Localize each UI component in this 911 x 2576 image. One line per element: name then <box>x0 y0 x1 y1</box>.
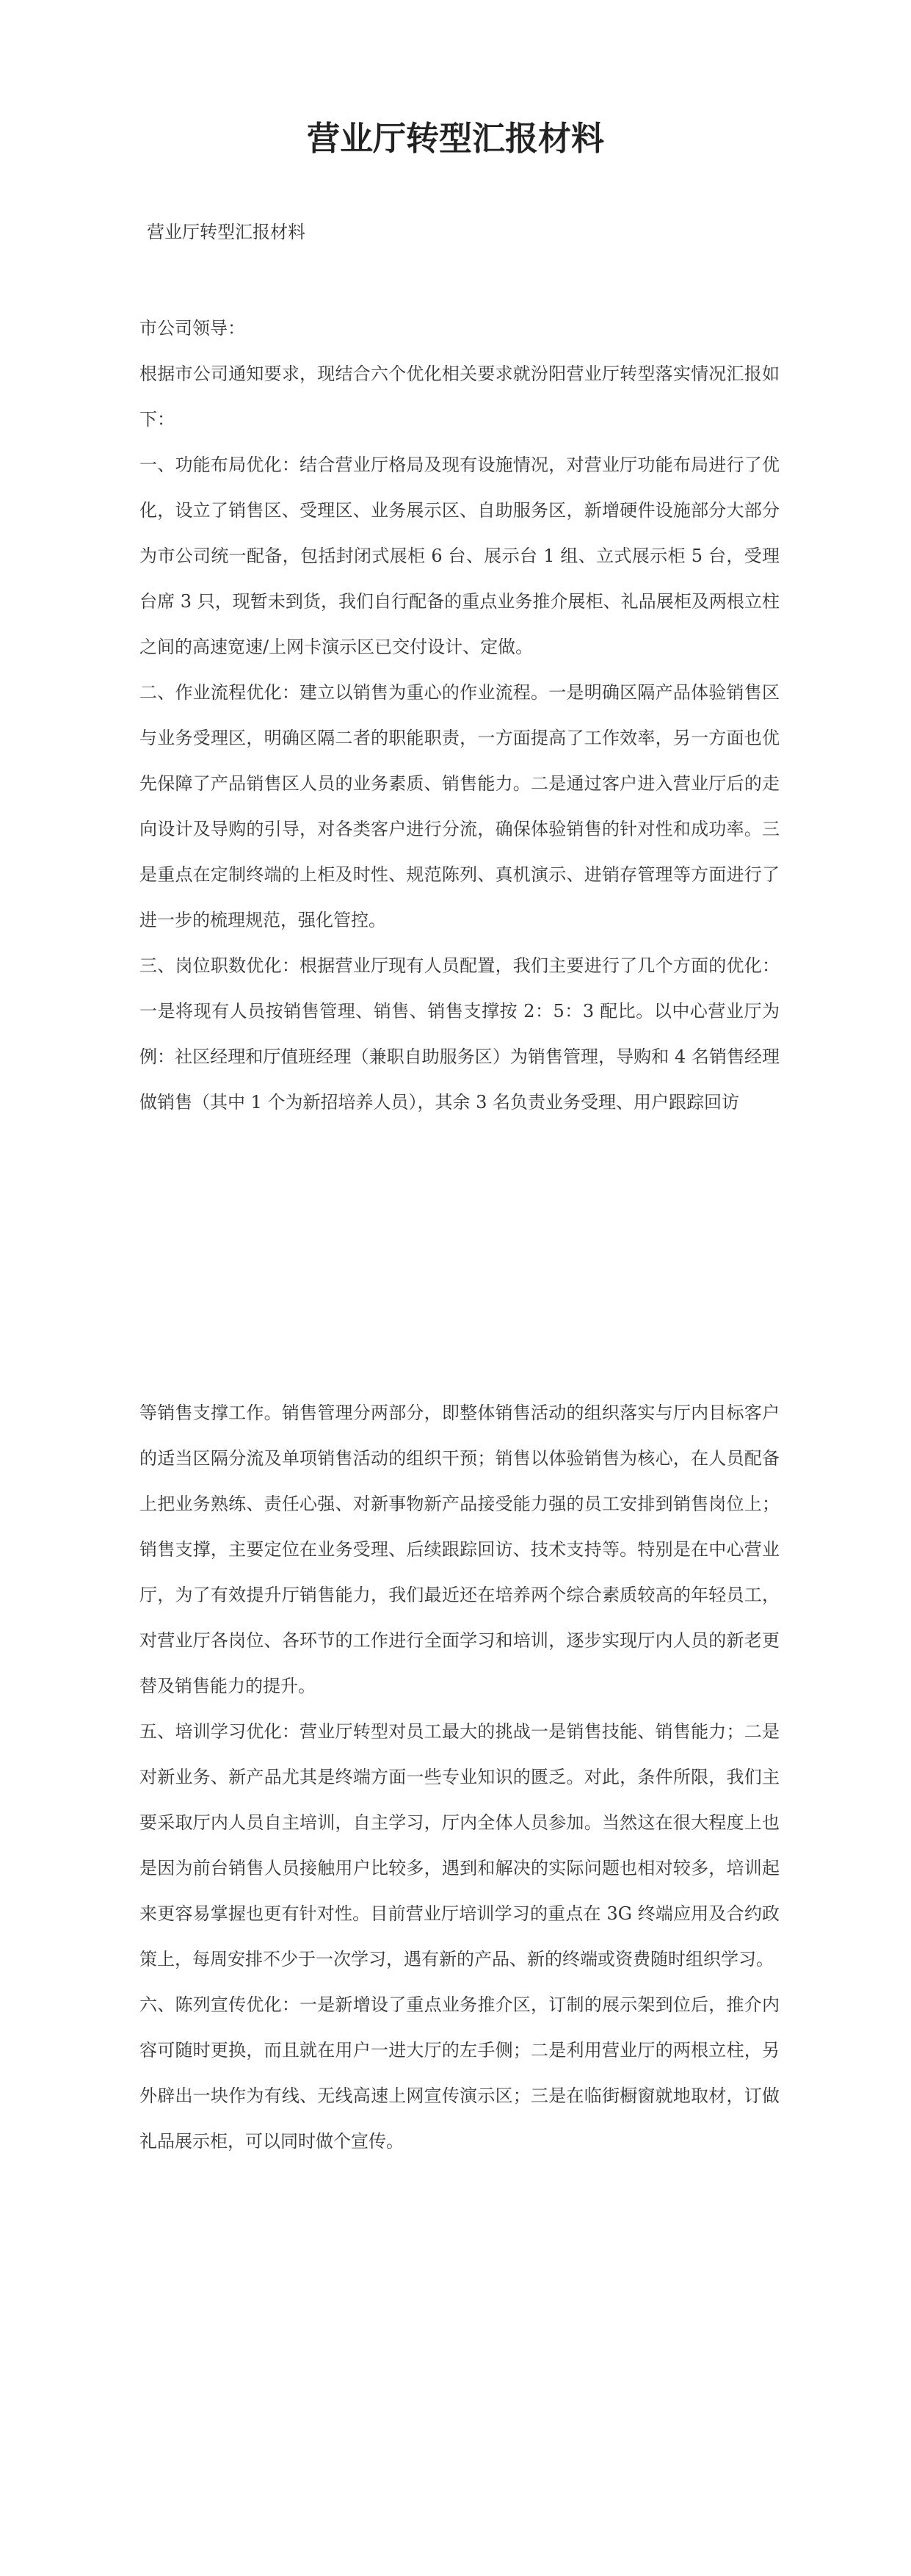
section-6-paragraph: 六、陈列宣传优化：一是新增设了重点业务推介区，订制的展示架到位后，推介内容可随时更换，而且就在用户一进大厅的左手侧；二是利用营业厅的两根立柱，另外辟出一块作为有线、无线高速上网宣传演示区；三是在临街橱窗就地取材，订做礼品展示柜，可以同时做个宣传。 <box>139 1994 780 2152</box>
salutation: 市公司领导： <box>139 318 245 339</box>
document-subtitle: 营业厅转型汇报材料 <box>147 222 305 242</box>
body-text-part-2 <box>139 1390 780 2164</box>
document-title: 营业厅转型汇报材料 <box>306 119 604 158</box>
body-text-part-1 <box>139 305 780 1125</box>
section-3-paragraph: 三、岗位职数优化：根据营业厅现有人员配置，我们主要进行了几个方面的优化：一是将现有人员按销售管理、销售、销售支撑按 2：5：3 配比。以中心营业厅为例：社区经理和厅值班经理（兼职自助服务区）为销售管理，导购和 4 名销售经理做销售（其中 1 个为新招培养人员），其余 3 名负责业务受理、用户跟踪回访 <box>139 955 780 1112</box>
section-1-paragraph: 一、功能布局优化：结合营业厅格局及现有设施情况，对营业厅功能布局进行了优化，设立了销售区、受理区、业务展示区、自助服务区，新增硬件设施部分大部分为市公司统一配备，包括封闭式展柜 6 台、展示台 1 组、立式展示柜 5 台，受理台席 3 只，现暂未到货，我们自行配备的重点业务推介展柜、礼品展柜及两根立柱之间的高速宽速/上网卡演示区已交付设计、定做。 <box>139 455 780 657</box>
section-3-continued-paragraph: 等销售支撑工作。销售管理分两部分，即整体销售活动的组织落实与厅内目标客户的适当区隔分流及单项销售活动的组织干预；销售以体验销售为核心，在人员配备上把业务熟练、责任心强、对新事物新产品接受能力强的员工安排到销售岗位上；销售支撑，主要定位在业务受理、后续跟踪回访、技术支持等。特别是在中心营业厅，为了有效提升厅销售能力，我们最近还在培养两个综合素质较高的年轻员工，对营业厅各岗位、各环节的工作进行全面学习和培训，逐步实现厅内人员的新老更替及销售能力的提升。 <box>139 1403 780 1696</box>
section-5-paragraph: 五、培训学习优化：营业厅转型对员工最大的挑战一是销售技能、销售能力；二是对新业务、新产品尤其是终端方面一些专业知识的匮乏。对此，条件所限，我们主要采取厅内人员自主培训，自主学习，厅内全体人员参加。当然这在很大程度上也是因为前台销售人员接触用户比较多，遇到和解决的实际问题也相对较多，培训起来更容易掌握也更有针对性。目前营业厅培训学习的重点在 3G 终端应用及合约政策上，每周安排不少于一次学习，遇有新的产品、新的终端或资费随时组织学习。 <box>139 1721 780 1969</box>
section-2-paragraph: 二、作业流程优化：建立以销售为重心的作业流程。一是明确区隔产品体验销售区与业务受理区，明确区隔二者的职能职责，一方面提高了工作效率，另一方面也优先保障了产品销售区人员的业务素质、销售能力。二是通过客户进入营业厅后的走向设计及导购的引导，对各类客户进行分流，确保体验销售的针对性和成功率。三是重点在定制终端的上柜及时性、规范陈列、真机演示、进销存管理等方面进行了进一步的梳理规范，强化管控。 <box>139 682 780 930</box>
intro-paragraph: 根据市公司通知要求，现结合六个优化相关要求就汾阳营业厅转型落实情况汇报如下： <box>139 363 780 430</box>
